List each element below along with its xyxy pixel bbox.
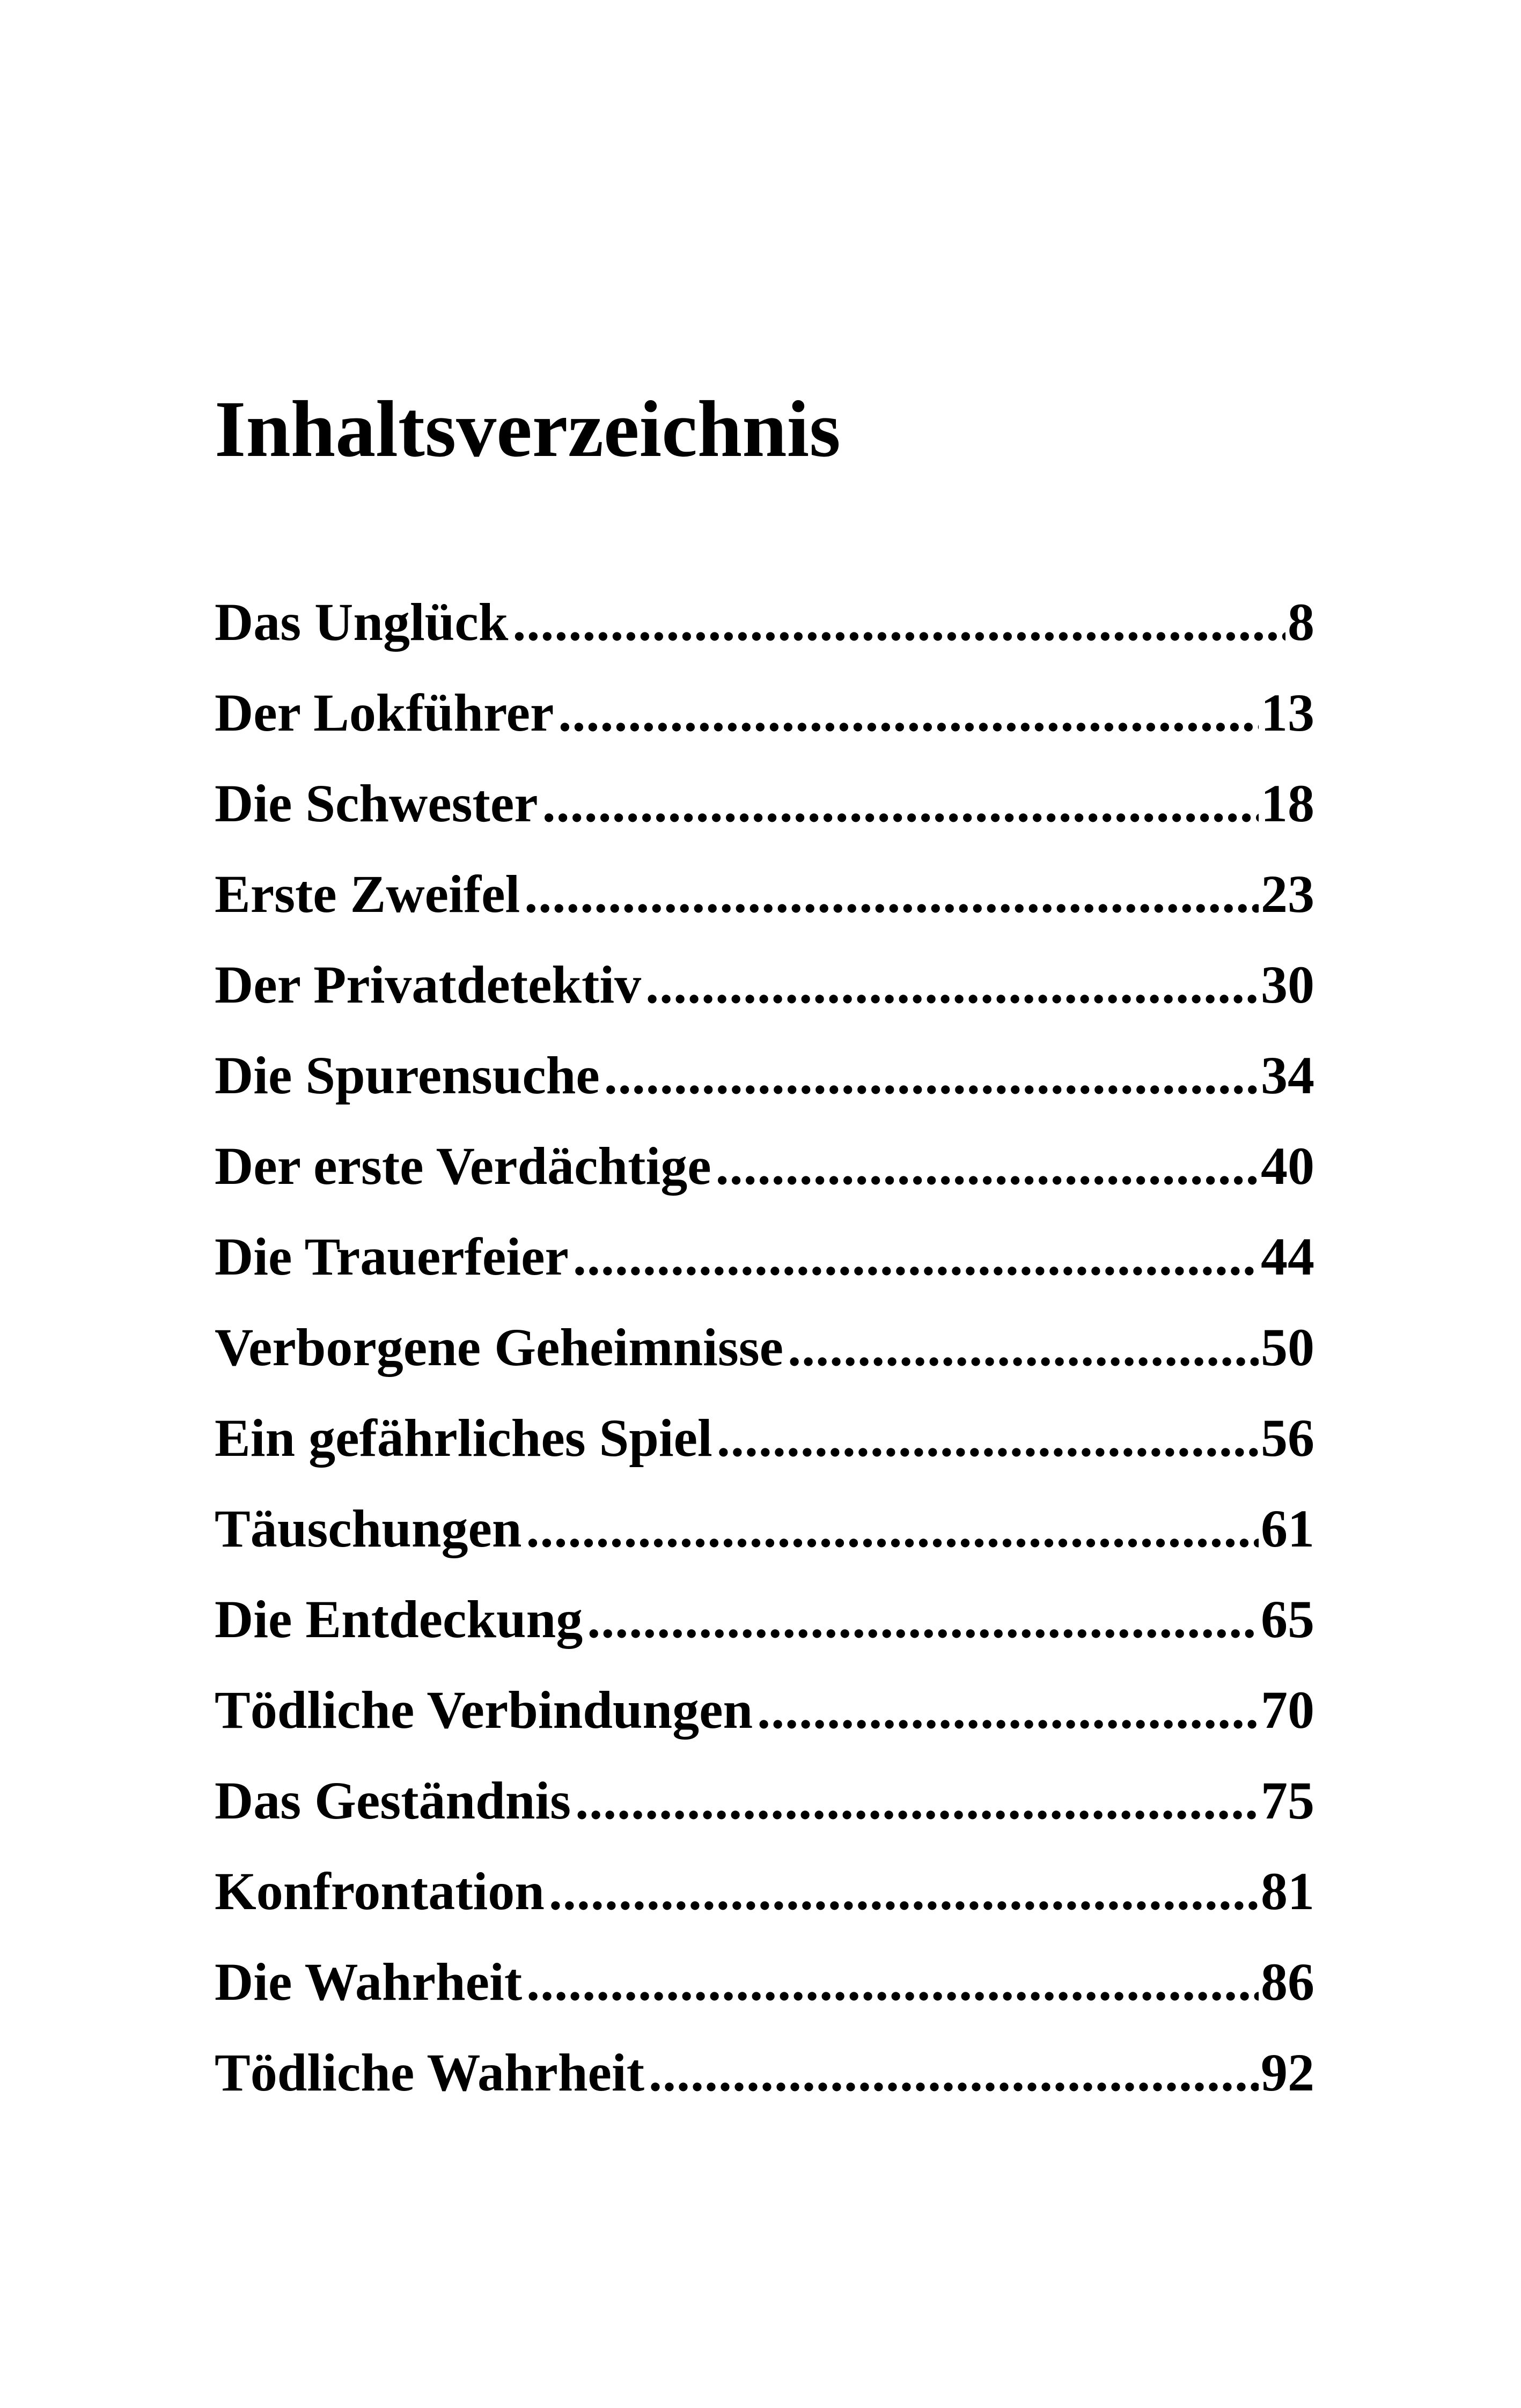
toc-page-number: 44 [1261,1227,1314,1286]
dot-leader [587,1579,1259,1660]
toc-page-number: 40 [1261,1136,1314,1196]
toc-entry [215,763,1314,854]
toc-entry-title: Verborgene Geheimnisse [215,1317,784,1377]
dot-leader [542,763,1259,844]
dot-leader [604,1035,1259,1116]
toc-page-number: 8 [1288,592,1314,652]
dot-leader [558,673,1259,753]
dot-leader [575,1761,1259,1841]
toc-page-number: 34 [1261,1045,1314,1105]
toc-entry [215,1761,1314,1851]
toc-entry [215,1942,1314,2033]
toc-page-number: 18 [1261,774,1314,833]
dot-leader [526,1942,1259,2022]
toc-entry-title: Die Wahrheit [215,1952,523,2012]
toc-page-number: 56 [1261,1408,1314,1468]
toc-page-number: 86 [1261,1952,1314,2012]
table-of-contents [215,582,1314,2123]
toc-entry [215,1035,1314,1126]
toc-page-number: 30 [1261,955,1314,1014]
toc-entry [215,2033,1314,2123]
toc-page-number: 81 [1261,1861,1314,1921]
toc-entry [215,1307,1314,1398]
toc-entry-title: Erste Zweifel [215,864,520,924]
toc-entry-title: Die Trauerfeier [215,1227,569,1286]
toc-entry [215,1670,1314,1761]
dot-leader [645,945,1259,1025]
toc-entry-title: Konfrontation [215,1861,545,1921]
toc-page-number: 75 [1261,1771,1314,1830]
dot-leader [717,1398,1259,1478]
dot-leader [649,2033,1259,2113]
dot-leader [549,1851,1259,1932]
toc-page-number: 92 [1261,2043,1314,2102]
toc-entry-title: Das Geständnis [215,1771,571,1830]
toc-entry-title: Tödliche Wahrheit [215,2043,645,2102]
toc-entry [215,1489,1314,1579]
toc-entry-title: Das Unglück [215,592,509,652]
dot-leader [788,1307,1259,1388]
toc-entry [215,1217,1314,1307]
toc-page-number: 23 [1261,864,1314,924]
toc-entry [215,945,1314,1035]
toc-page-number: 13 [1261,683,1314,742]
toc-entry [215,1851,1314,1942]
toc-entry [215,673,1314,763]
toc-entry [215,854,1314,945]
toc-entry-title: Ein gefährliches Spiel [215,1408,712,1468]
toc-entry-title: Der erste Verdächtige [215,1136,711,1196]
page-title: Inhaltsverzeichnis [215,385,841,474]
toc-entry-title: Tödliche Verbindungen [215,1680,753,1740]
toc-entry [215,1579,1314,1670]
dot-leader [526,1489,1259,1569]
toc-page-number: 50 [1261,1317,1314,1377]
toc-entry-title: Die Entdeckung [215,1589,583,1649]
dot-leader [716,1126,1259,1206]
dot-leader [573,1217,1259,1297]
toc-entry-title: Der Lokführer [215,683,554,742]
toc-entry-title: Die Spurensuche [215,1045,600,1105]
toc-page-number: 65 [1261,1589,1314,1649]
toc-entry [215,582,1314,673]
toc-page-number: 61 [1261,1499,1314,1558]
toc-entry-title: Täuschungen [215,1499,522,1558]
toc-entry [215,1398,1314,1489]
toc-page-number: 70 [1261,1680,1314,1740]
dot-leader [512,582,1285,662]
toc-entry-title: Der Privatdetektiv [215,955,642,1014]
dot-leader [524,854,1259,934]
toc-entry-title: Die Schwester [215,774,538,833]
toc-entry [215,1126,1314,1217]
dot-leader [757,1670,1259,1750]
